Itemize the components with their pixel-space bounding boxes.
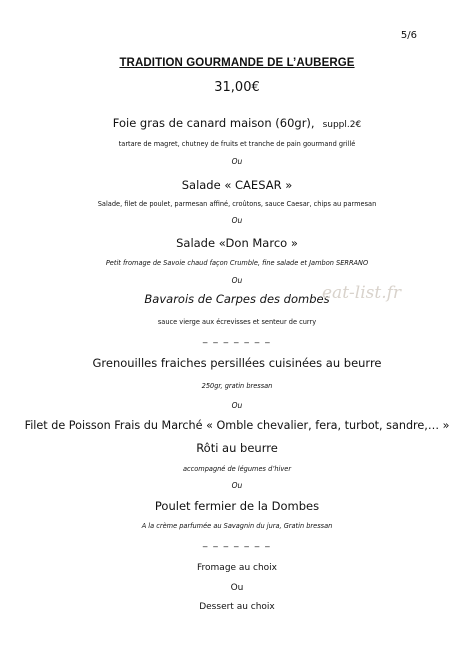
menu-title: TRADITION GOURMANDE DE L’AUBERGE xyxy=(119,57,355,69)
dish-bavarois-name: Bavarois de Carpes des dombes xyxy=(144,292,330,306)
or-separator: Ou xyxy=(231,276,243,285)
dish-bavarois-description: sauce vierge aux écrevisses et senteur de curry xyxy=(157,318,317,326)
dish-poisson-description: accompagné de légumes d’hiver xyxy=(182,465,292,473)
or-separator: Ou xyxy=(230,583,244,593)
watermark: eat-list.fr xyxy=(322,283,402,303)
dish-grenouilles-description: 250gr, gratin bressan xyxy=(201,382,273,390)
section-divider: _ _ _ _ _ _ _ xyxy=(202,538,272,548)
dish-grenouilles-name: Grenouilles fraiches persillées cuisinées au beurre xyxy=(92,356,382,370)
dish-caesar-description: Salade, filet de poulet, parmesan affiné, croûtons, sauce Caesar, chips au parmesan xyxy=(97,200,377,208)
dish-don-marco-name: Salade «Don Marco » xyxy=(176,236,298,250)
dish-poulet-description: A la crème parfumée au Savagnin du jura, Gratin bressan xyxy=(141,522,333,530)
dish-poulet-name: Poulet fermier de la Dombes xyxy=(154,499,320,513)
fromage-choice: Fromage au choix xyxy=(197,563,277,573)
or-separator: Ou xyxy=(231,481,243,490)
dish-foie-gras-name: Foie gras de canard maison (60gr), xyxy=(112,116,315,130)
menu-price: 31,00€ xyxy=(214,80,260,95)
dish-foie-gras xyxy=(0,116,474,130)
page-number: 5/6 xyxy=(400,30,417,41)
dish-poisson-name: Filet de Poisson Frais du Marché « Omble chevalier, fera, turbot, sandre,… » xyxy=(24,419,450,432)
or-separator: Ou xyxy=(231,216,243,225)
or-separator: Ou xyxy=(231,157,243,166)
dish-foie-gras-description: tartare de magret, chutney de fruits et tranche de pain gourmand grillé xyxy=(118,140,356,148)
dish-foie-gras-supplement: suppl.2€ xyxy=(322,120,362,130)
dish-caesar-name: Salade « CAESAR » xyxy=(181,178,293,192)
dish-poisson-name-line2: Rôti au beurre xyxy=(196,441,278,455)
section-divider: _ _ _ _ _ _ _ xyxy=(202,334,272,344)
dessert-choice: Dessert au choix xyxy=(199,602,275,612)
dish-don-marco-description: Petit fromage de Savoie chaud façon Crumble, fine salade et Jambon SERRANO xyxy=(105,259,369,267)
or-separator: Ou xyxy=(231,401,243,410)
